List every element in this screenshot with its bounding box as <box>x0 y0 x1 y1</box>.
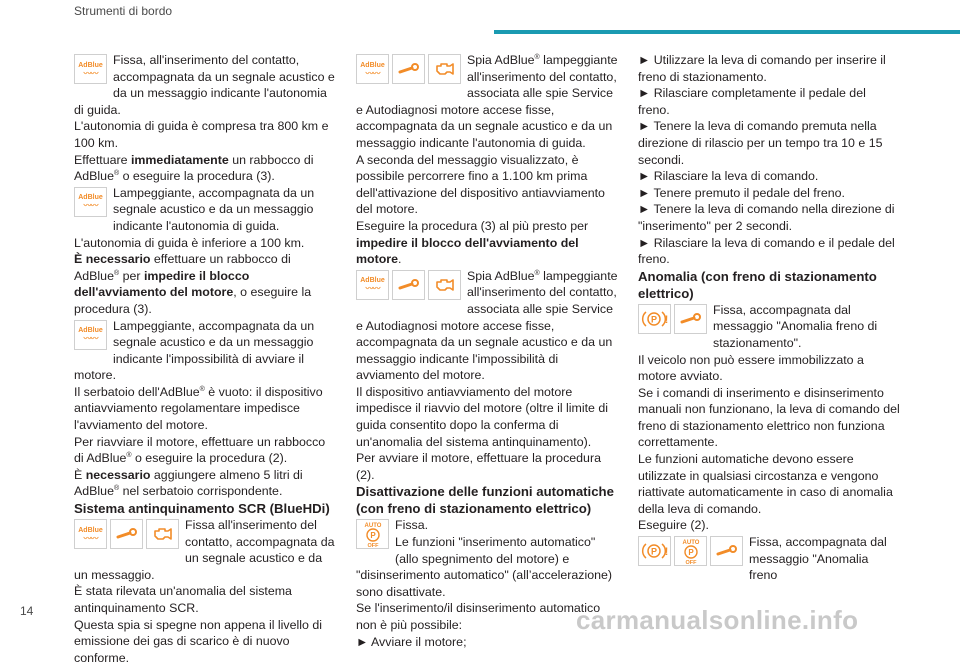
paragraph: Lampeggiante, accompagnata da un segnale acustico e da un messaggio indicante l'autonomia di guida. <box>113 185 315 233</box>
step: ► Tenere premuto il pedale del freno. <box>638 185 845 200</box>
paragraph: È necessario effettuare un rabbocco di AdBlue® per impedire il blocco dell'avviamento del motore, o eseguire la procedura (3). <box>74 252 312 316</box>
section-heading: Sistema antinquinamento SCR (BlueHDi) <box>74 501 330 517</box>
paragraph: Eseguire la procedura (3) al più presto per impedire il blocco dell'avviamento del motore. <box>356 218 589 267</box>
step: ► Rilasciare la leva di comando. <box>638 169 819 184</box>
paragraph: Fissa, accompagnata dal messaggio "Anomalia freno di stazionamento". <box>713 302 878 350</box>
step: ► Tenere la leva di comando premuta nella direzione di rilascio per un tempo tra 10 e 15 secondi. <box>638 119 883 167</box>
icon-group <box>356 519 389 549</box>
svg-text:OFF: OFF <box>367 543 378 548</box>
column-2 <box>356 52 618 650</box>
paragraph: È stata rilevata un'anomalia del sistema antinquinamento SCR. <box>74 584 292 615</box>
engine-icon <box>428 270 461 300</box>
icon-group <box>356 54 461 84</box>
adblue-icon: AdBlue 〰〰 <box>356 54 389 84</box>
running-header: Strumenti di bordo <box>74 4 173 18</box>
parking-brake-fault-icon <box>638 536 671 566</box>
icon-group <box>356 270 461 300</box>
paragraph: Il dispositivo antiavviamento del motore impedisce il riavvio del motore (oltre il limite di guida consentito dopo la conferma di un'anomalia del sistema antinquinamento). <box>356 384 609 449</box>
paragraph: Fissa, accompagnata dal messaggio "Anomalia freno <box>749 535 887 583</box>
engine-icon <box>428 54 461 84</box>
section-heading: Disattivazione delle funzioni automatiche (con freno di stazionamento elettrico) <box>356 484 614 517</box>
svg-text:!: ! <box>664 313 668 326</box>
step: ► Utilizzare la leva di comando per inserire il freno di stazionamento. <box>638 53 886 84</box>
adblue-icon: AdBlue 〰〰 <box>74 54 107 84</box>
parking-brake-fault-icon <box>638 304 671 334</box>
paragraph: Effettuare immediatamente un rabbocco di AdBlue® o eseguire la procedura (3). <box>74 152 314 184</box>
icon-group <box>74 187 107 217</box>
column-1 <box>74 52 336 666</box>
adblue-icon: AdBlue 〰〰 <box>356 270 389 300</box>
paragraph: Se i comandi di inserimento e disinserimento manuali non funzionano, la leva di comando del freno di stazionamento elettrico non funziona correttamente. <box>638 385 900 450</box>
header-accent-bar <box>494 30 960 34</box>
paragraph: Le funzioni automatiche devono essere utilizzate in qualsiasi circostanza e vengono riattivate automaticamente in caso di anomalia della leva di comando. <box>638 452 893 516</box>
svg-text:!: ! <box>664 546 668 559</box>
step: ► Tenere la leva di comando nella direzione di "inserimento" per 2 secondi. <box>638 202 895 233</box>
paragraph: Le funzioni "inserimento automatico" (allo spegnimento del motore) e "disinserimento automatico" (all’accelerazione) sono disattivate. <box>356 535 613 599</box>
svg-text:AUTO: AUTO <box>682 540 699 547</box>
paragraph: Per avviare il motore, effettuare la procedura (2). <box>356 451 601 482</box>
icon-group <box>74 320 107 350</box>
paragraph: Fissa all'inserimento del contatto, accompagnata da un segnale acustico e da un messaggio. <box>74 518 335 582</box>
auto-off-parking-icon <box>356 519 389 549</box>
paragraph: Il serbatoio dell'AdBlue® è vuoto: il dispositivo antiavviamento regolamentare impedisce l'avviamento del motore. <box>74 384 323 433</box>
paragraph: Fissa, all'inserimento del contatto, accompagnata da un segnale acustico e da un messaggio indicante l'autonomia di guida. <box>74 53 335 117</box>
engine-icon <box>146 519 179 549</box>
section-heading: Anomalia (con freno di stazionamento elettrico) <box>638 268 877 301</box>
paragraph: Il veicolo non può essere immobilizzato a motore avviato. <box>638 352 864 384</box>
svg-text:P: P <box>369 531 376 541</box>
icon-group <box>638 536 743 566</box>
paragraph: Lampeggiante, accompagnata da un segnale acustico e da un messaggio indicante l'impossibilità di avviare il motore. <box>74 318 315 383</box>
wrench-icon <box>392 54 425 84</box>
svg-text:P: P <box>650 314 657 325</box>
icon-group <box>638 304 707 334</box>
watermark: carmanualsonline.info <box>576 605 859 635</box>
step: ► Rilasciare la leva di comando e il pedale del freno. <box>638 235 895 267</box>
paragraph: Questa spia si spegne non appena il livello di emissione dei gas di scarico è di nuovo conforme. <box>74 617 322 665</box>
step: ► Avviare il motore; <box>356 634 467 649</box>
adblue-icon: AdBlue 〰〰 <box>74 187 107 217</box>
paragraph: Se l'inserimento/il disinserimento automatico non è più possibile: <box>356 601 601 632</box>
icon-group <box>74 54 107 84</box>
adblue-icon: AdBlue 〰〰 <box>74 320 107 350</box>
svg-text:OFF: OFF <box>685 560 696 565</box>
paragraph: Spia AdBlue® lampeggiante all'inserimento del contatto, associata alle spie Service e Autodiagnosi motore accese fisse, accompagnata da un segnale acustico e da un messaggio indicante l'autonomia di guida. <box>356 53 618 150</box>
auto-off-parking-icon <box>674 536 707 566</box>
wrench-icon <box>710 536 743 566</box>
wrench-icon <box>110 519 143 549</box>
paragraph: L'autonomia di guida è inferiore a 100 km. <box>74 235 305 250</box>
wrench-icon <box>392 270 425 300</box>
paragraph: L'autonomia di guida è compresa tra 800 km e 100 km. <box>74 119 329 150</box>
paragraph: È necessario aggiungere almeno 5 litri di AdBlue® nel serbatoio corrispondente. <box>74 467 303 499</box>
paragraph: Fissa. <box>395 518 429 533</box>
paragraph: Eseguire (2). <box>638 518 709 533</box>
svg-text:AUTO: AUTO <box>364 523 381 530</box>
icon-group <box>74 519 179 549</box>
step: ► Rilasciare completamente il pedale del freno. <box>638 86 866 117</box>
paragraph: Per riavviare il motore, effettuare un rabbocco di AdBlue® o eseguire la procedura (2). <box>74 434 326 466</box>
column-3 <box>638 52 900 584</box>
svg-text:P: P <box>650 546 657 557</box>
paragraph: Spia AdBlue® lampeggiante all'inserimento del contatto, associata alle spie Service e Autodiagnosi motore accese fisse, accompagnata da un segnale acustico e da un messaggio indicante l'impossibilità di avviamento del motore. <box>356 268 618 383</box>
paragraph: A seconda del messaggio visualizzato, è possibile percorrere fino a 1.100 km prima dell'attivazione del dispositivo antiavviamento del motore. <box>356 152 605 217</box>
page-number: 14 <box>20 604 34 618</box>
wrench-icon <box>674 304 707 334</box>
svg-text:P: P <box>687 548 694 558</box>
adblue-icon: AdBlue 〰〰 <box>74 519 107 549</box>
